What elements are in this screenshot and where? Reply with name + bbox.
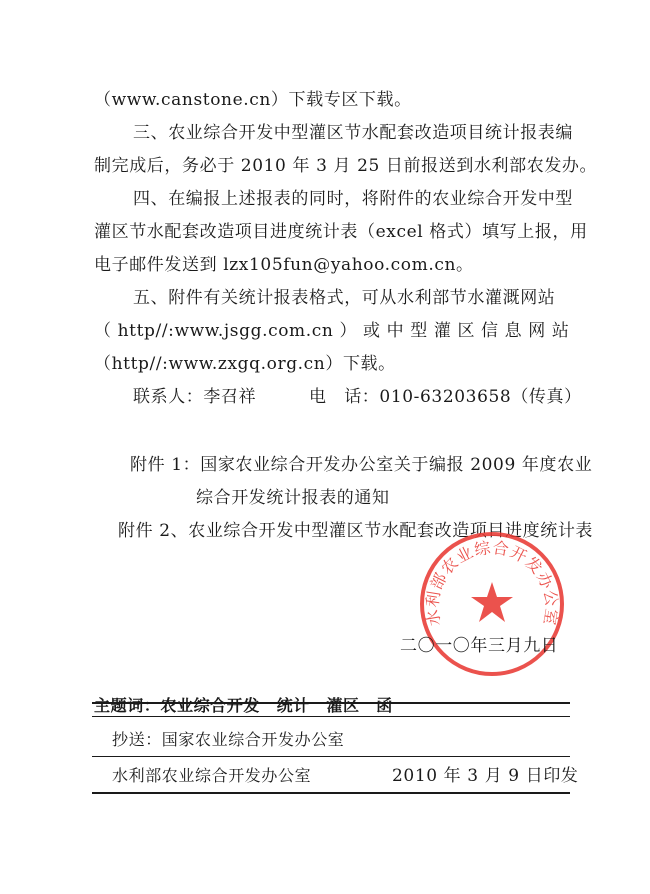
footer-rule-2: [92, 756, 570, 757]
body-line-item4-a: 四、在编报上述报表的同时，将附件的农业综合开发中型: [133, 189, 573, 209]
body-line-item4-b: 灌区节水配套改造项目进度统计表（excel 格式）填写上报，用: [94, 222, 588, 242]
contact-line: 联系人：李召祥 电 话：010-63203658（传真）: [133, 387, 582, 407]
cc-line: 抄送：国家农业综合开发办公室: [112, 730, 345, 749]
attachment-2: 附件 2、农业综合开发中型灌区节水配套改造项目进度统计表: [118, 521, 594, 541]
body-line-item3-b: 制完成后，务必于 2010 年 3 月 25 日前报送到水利部农发办。: [94, 156, 598, 176]
body-line-item3-a: 三、农业综合开发中型灌区节水配套改造项目统计报表编: [133, 123, 573, 143]
body-line-item5-a: 五、附件有关统计报表格式，可从水利部节水灌溉网站: [133, 288, 556, 308]
footer-rule-1: [92, 716, 570, 717]
issuer-line: 水利部农业综合开发办公室: [112, 766, 312, 785]
footer-bottom-rule: [92, 792, 570, 794]
body-line-download-area: （www.canstone.cn）下载专区下载。: [94, 90, 412, 110]
attachment-1-line-1: 附件 1：国家农业综合开发办公室关于编报 2009 年度农业: [130, 455, 593, 475]
subject-keywords: 主题词：农业综合开发 统计 灌区 函: [94, 696, 393, 715]
document-date: 二〇一〇年三月九日: [400, 636, 559, 656]
attachment-1-line-2: 综合开发统计报表的通知: [196, 488, 390, 508]
seal-text: 水利部农业综合开发办公室: [422, 537, 562, 628]
seal-star-icon: [471, 582, 513, 622]
issue-date-line: 2010 年 3 月 9 日印发: [392, 766, 579, 786]
body-line-item4-c: 电子邮件发送到 lzx105fun@yahoo.com.cn。: [94, 255, 474, 275]
body-line-item5-c: （http//:www.zxgq.org.cn）下载。: [94, 354, 396, 374]
body-line-item5-b: （ http//:www.jsgg.com.cn ） 或 中 型 灌 区 信 息 网 站: [94, 321, 570, 341]
